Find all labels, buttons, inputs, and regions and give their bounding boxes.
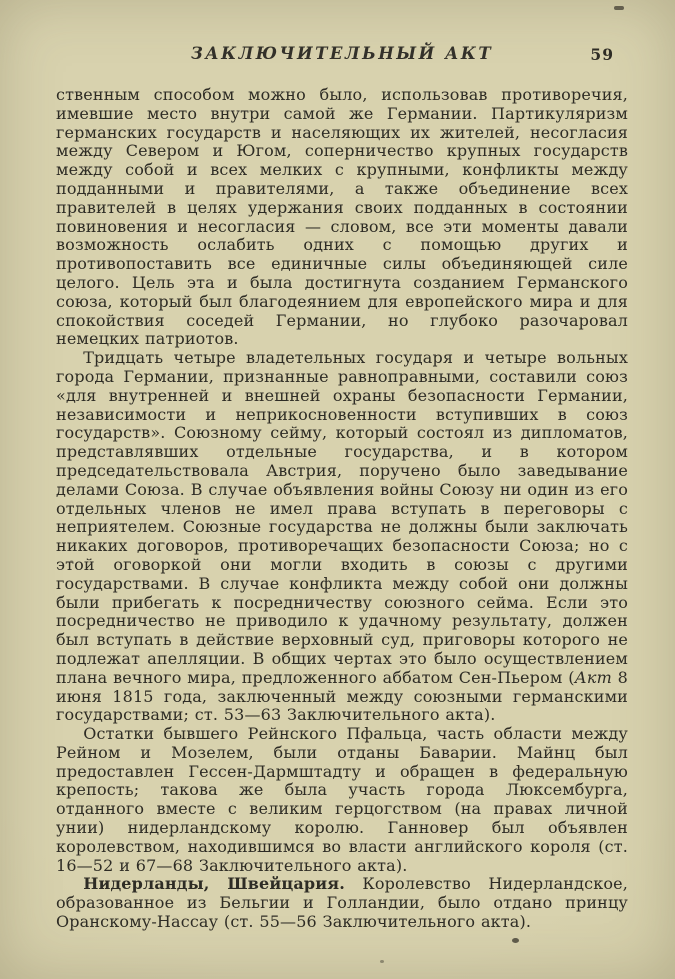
paragraph-2-text-a: Тридцать четыре владетельных государя и четыре вольных города Германии, признанные равноправными, составили союз «для внутренней и внешней охраны безопасности Германии, независимости и неприкосновенности вступивших в союз государств». Союзному сейму, который состоял из дипломатов, представлявших отдельные государства, и в котором председательствовала Австрия, поручено было заведывание делами Союза. В случае объявления войны Союзу ни один из его отдельных членов не имел права вступать в переговоры с неприятелем. Союзные государства не должны были заключать никаких договоров, противоречащих безопасности Союза; но с этой оговоркой они могли входить в союзы с другими государствами. В случае конфликта между собой они должны были прибегать к посредничеству союзного сейма. Если это посредничество не приводило к удачному результату, должен был вступать в действие верховный суд, приговоры которого не подлежат апелляции. В общих чертах это было осуществлением плана вечного мира, предложенного аббатом Сен-Пьером (: [56, 348, 628, 687]
body-paragraph-1: ственным способом можно было, использовав противоречия, имевшие место внутри самой же Германии. Партикуляризм германских государств и населяющих их жителей, несогласия между Севером и Югом, соперничество крупных государств между собой и всех мелких с крупными, конфликты между подданными и правителями, а также объединение всех правителей в целях удержания своих подданных в состоянии повиновения и несогласия — словом, все эти моменты давали возможность ослабить одних с помощью других и противопоставить все единичные силы объединяющей силе целого. Цель эта и была достигнута созданием Германского союза, который был благодеянием для европейского мира и для спокойствия соседей Германии, но глубоко разочаровал немецких патриотов.: [56, 85, 628, 349]
paragraph-4-lead: Нидерланды, Швейцария.: [83, 874, 345, 894]
body-paragraph-2: [56, 349, 628, 725]
page-number: 59: [590, 45, 614, 64]
scan-speck: [512, 938, 519, 943]
scan-speck: [380, 960, 384, 963]
body-paragraph-3: Остатки бывшего Рейнского Пфальца, часть области между Рейном и Мозелем, были отданы Баварии. Майнц был предоставлен Гессен-Дармштадту и обращен в федеральную крепость; такова же была участь города Люксембурга, отданного вместе с великим герцогством (на правах личной унии) нидерландскому королю. Ганновер был объявлен королевством, находившимся во власти английского короля (ст. 16—52 и 67—68 Заключительного акта).: [56, 724, 628, 875]
running-head: [56, 44, 628, 66]
running-head-title: ЗАКЛЮЧИТЕЛЬНЫЙ АКТ: [190, 44, 494, 63]
page-content: [56, 44, 628, 932]
scan-speck: [614, 6, 624, 10]
paragraph-4-text: Королевство Нидерландское, образованное из Бельгии и Голландии, было отдано принцу Оранскому-Нассау (ст. 55—56 Заключительного акта).: [56, 874, 628, 932]
body-text: [56, 86, 628, 932]
scan-speck: [70, 560, 73, 563]
body-paragraph-4: [56, 875, 628, 931]
paragraph-2-text-b: 8 июня 1815 года, заключенный между союзными германскими государствами; ст. 53—63 Заключительного акта).: [56, 667, 628, 725]
paragraph-2-italic-word: Акт: [574, 667, 612, 687]
